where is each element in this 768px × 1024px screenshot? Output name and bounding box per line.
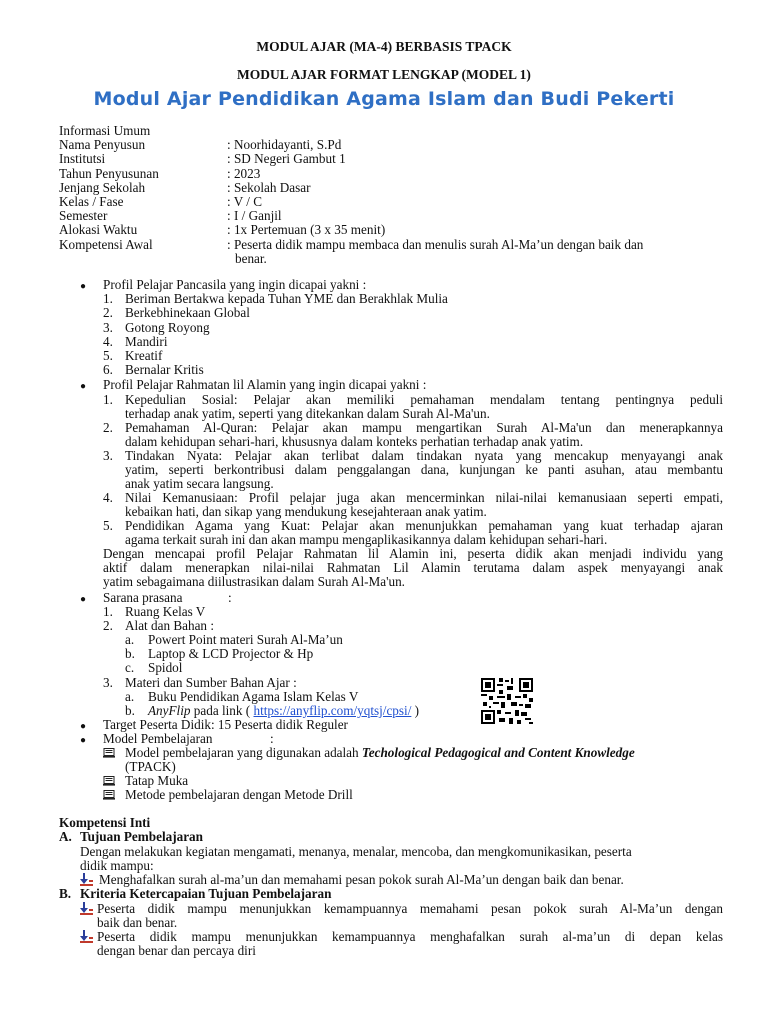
- bullet-icon: ●: [80, 721, 87, 732]
- qr-code-icon: [481, 678, 533, 724]
- model-item-1: [125, 746, 635, 760]
- kompetensi-inti-heading: Kompetensi Inti: [59, 815, 151, 830]
- info-value: : I / Ganjil: [227, 208, 282, 224]
- info-row: [59, 138, 725, 152]
- info-value: : 1x Pertemuan (3 x 35 menit): [227, 222, 386, 238]
- list-letter: c.: [125, 660, 135, 675]
- kriteria-item: [97, 930, 723, 958]
- list-item: Materi dan Sumber Bahan Ajar :: [125, 675, 297, 690]
- anyflip-link[interactable]: https://anyflip.com/yqtsj/cpsi/: [253, 703, 412, 718]
- list-item-line: Nilai Kemanusiaan: Profil pelajar juga akan mencerminkan nilai-nilai kemanusiaan seperti empati,: [125, 490, 723, 505]
- header-title-3: Modul Ajar Pendidikan Agama Islam dan Budi Pekerti: [93, 88, 675, 110]
- list-item-line: Kepedulian Sosial: Pelajar akan memiliki pemahaman mendalam tentang pentingnya peduli: [125, 392, 723, 407]
- section-letter: A.: [59, 829, 72, 844]
- tujuan-text: [80, 845, 711, 873]
- square-bullet-icon: [103, 748, 115, 758]
- list-item: [125, 393, 723, 421]
- square-bullet-icon: [103, 790, 115, 800]
- sub-item: Buku Pendidikan Agama Islam Kelas V: [148, 689, 359, 704]
- info-value: : Sekolah Dasar: [227, 179, 311, 195]
- list-item: Ruang Kelas V: [125, 604, 206, 619]
- list-item: Alat dan Bahan :: [125, 618, 214, 633]
- summary-line: Dengan mencapai profil Pelajar Rahmatan lil Alamin ini, peserta didik akan menjadi individu yang: [103, 546, 723, 561]
- list-number: 1.: [103, 392, 113, 407]
- list-letter: a.: [125, 632, 135, 647]
- info-key: Institutsi: [59, 151, 106, 167]
- list-item-line: Pendidikan Agama yang Kuat: Pelajar akan menunjukkan pemahaman yang kuat terhadap ajaran: [125, 518, 723, 533]
- list-item: [125, 449, 723, 492]
- info-value: benar.: [235, 250, 267, 266]
- list-item: [125, 519, 723, 547]
- summary-line: aktif dalam menerapkan nilai-nilai Rahmatan Lil Alamin terutama dalam aspek menyayangi anak: [103, 560, 723, 576]
- list-item-line: kebaikan hati, dan sikap yang mendukung kesejahteraan anak yatim.: [125, 504, 487, 520]
- info-value: : Noorhidayanti, S.Pd: [227, 137, 342, 153]
- model-label: Model Pembelajaran: [103, 731, 213, 746]
- model-colon: :: [270, 731, 274, 746]
- list-number: 2.: [103, 618, 113, 633]
- bullet-icon: ●: [80, 594, 87, 605]
- info-key: Semester: [59, 208, 108, 224]
- list-number: 2.: [103, 420, 113, 435]
- sub-item: Spidol: [148, 660, 183, 675]
- list-number: 1.: [103, 604, 113, 619]
- list-letter: b.: [125, 703, 135, 718]
- list-number: 4.: [103, 490, 113, 505]
- kriteria-item-line: baik dan benar.: [97, 915, 178, 931]
- kriteria-item-line: dengan benar dan percaya diri: [97, 943, 256, 959]
- profil-pancasila-label: Profil Pelajar Pancasila yang ingin dicapai yakni :: [103, 277, 367, 292]
- header-title-2: MODUL AJAR FORMAT LENGKAP (MODEL 1): [237, 67, 531, 82]
- sarana-colon: :: [228, 590, 232, 605]
- info-row: [59, 167, 725, 181]
- target-peserta: Target Peserta Didik: 15 Peserta didik Reguler: [103, 717, 348, 732]
- list-item-line: agama terkait surah ini dan akan mampu mengaplikasikannya dalam kehidupan sehari-hari.: [125, 532, 608, 548]
- arrow-bullet-icon: [80, 930, 94, 943]
- summary-line: yatim sebagaimana diilustrasikan dalam Surah Al-Ma'un.: [103, 574, 405, 590]
- info-row: [59, 181, 725, 195]
- tujuan-title: Tujuan Pembelajaran: [80, 829, 203, 844]
- anyflip-pre: pada link (: [190, 703, 254, 718]
- list-letter: b.: [125, 646, 135, 661]
- model-item-2: Tatap Muka: [125, 773, 189, 788]
- list-item: [125, 421, 723, 449]
- list-number: 3.: [103, 320, 113, 335]
- list-item-line: terhadap anak yatim, seperti yang ditekankan dalam Surah Al-Ma'un.: [125, 406, 490, 422]
- list-item-line: Pemahaman Al-Quran: Pelajar akan mampu mengartikan Surah Al-Ma'un dan menerapkannya: [125, 420, 723, 435]
- list-item: Bernalar Kritis: [125, 362, 204, 377]
- arrow-bullet-icon: [80, 902, 94, 915]
- anyflip-post: ): [411, 703, 420, 718]
- list-letter: a.: [125, 689, 135, 704]
- tujuan-text-line: didik mampu:: [80, 858, 154, 874]
- list-number: 1.: [103, 291, 113, 306]
- info-value: : V / C: [227, 194, 263, 210]
- kriteria-title: Kriteria Ketercapaian Tujuan Pembelajaran: [80, 886, 332, 901]
- list-item-line: Tindakan Nyata: Pelajar akan terlibat dalam tindakan nyata yang mencakup menyayangi anak: [125, 448, 723, 463]
- info-row: [59, 223, 725, 237]
- bullet-icon: ●: [80, 281, 87, 292]
- tujuan-item: Menghafalkan surah al-ma’un dan memahami pesan pokok surah Al-Ma’un dengan baik dan benar.: [99, 872, 624, 887]
- list-item-line: yatim, seperti berkontribusi dalam penggalangan dana, kunjungan ke panti asuhan, atau membantu: [125, 462, 723, 478]
- list-item: Berkebhinekaan Global: [125, 305, 250, 320]
- informasi-umum: [59, 124, 725, 266]
- info-row: [59, 209, 725, 223]
- info-key: Kelas / Fase: [59, 194, 124, 210]
- info-value: : Peserta didik mampu membaca dan menulis surah Al-Ma’un dengan baik dan: [227, 236, 644, 252]
- list-number: 2.: [103, 305, 113, 320]
- arrow-bullet-icon: [80, 873, 94, 886]
- rahmatan-summary: [103, 547, 723, 590]
- kriteria-item-line: Peserta didik mampu menunjukkan kemampuannya memahami pesan pokok surah Al-Ma’un dengan: [97, 901, 723, 916]
- list-item: Gotong Royong: [125, 320, 210, 335]
- anyflip-name: AnyFlip: [148, 703, 191, 718]
- info-key: Nama Penyusun: [59, 137, 146, 153]
- list-number: 5.: [103, 518, 113, 533]
- model-item-1-cont: (TPACK): [125, 759, 176, 774]
- sub-item: Laptop & LCD Projector & Hp: [148, 646, 314, 661]
- info-key: Alokasi Waktu: [59, 222, 138, 238]
- list-item-line: anak yatim secara langsung.: [125, 476, 274, 492]
- bullet-icon: ●: [80, 381, 87, 392]
- list-number: 5.: [103, 348, 113, 363]
- list-item-line: dalam kehidupan sehari-hari, khususnya dalam konteks perhatian terhadap anak yatim.: [125, 434, 584, 450]
- info-value: : SD Negeri Gambut 1: [227, 151, 346, 167]
- list-item: [125, 491, 723, 519]
- info-key: Kompetensi Awal: [59, 236, 153, 252]
- list-number: 6.: [103, 362, 113, 377]
- model-item-1-italic: Techological Pedagogical and Content Knowledge: [361, 745, 635, 760]
- list-number: 3.: [103, 448, 113, 463]
- list-item: Mandiri: [125, 334, 168, 349]
- kriteria-item-line: Peserta didik mampu menunjukkan kemampuannya menghafalkan surah al-ma’un di depan kelas: [97, 929, 723, 944]
- info-row: [59, 238, 725, 252]
- sarana-label: Sarana prasana: [103, 590, 183, 605]
- info-heading: Informasi Umum: [59, 123, 151, 138]
- profil-rahmatan-label: Profil Pelajar Rahmatan lil Alamin yang ingin dicapai yakni :: [103, 377, 427, 392]
- list-number: 4.: [103, 334, 113, 349]
- section-letter: B.: [59, 886, 72, 901]
- info-row-continuation: [59, 252, 725, 266]
- header-title-1: MODUL AJAR (MA-4) BERBASIS TPACK: [256, 39, 512, 54]
- list-number: 3.: [103, 675, 113, 690]
- square-bullet-icon: [103, 776, 115, 786]
- info-row: [59, 152, 725, 166]
- sub-item: Powert Point materi Surah Al-Ma’un: [148, 632, 343, 647]
- list-item: Beriman Bertakwa kepada Tuhan YME dan Berakhlak Mulia: [125, 291, 448, 306]
- list-item: Kreatif: [125, 348, 163, 363]
- info-value: : 2023: [227, 165, 261, 181]
- model-item-3: Metode pembelajaran dengan Metode Drill: [125, 787, 353, 802]
- tujuan-text-line: Dengan melakukan kegiatan mengamati, menanya, menalar, mencoba, dan mengkomunikasikan, peserta: [80, 844, 632, 859]
- info-row: [59, 195, 725, 209]
- info-key: Jenjang Sekolah: [59, 179, 146, 195]
- bullet-icon: ●: [80, 735, 87, 746]
- model-item-1-text: Model pembelajaran yang digunakan adalah: [125, 745, 362, 760]
- kriteria-item: [97, 902, 723, 930]
- info-key: Tahun Penyusunan: [59, 165, 159, 181]
